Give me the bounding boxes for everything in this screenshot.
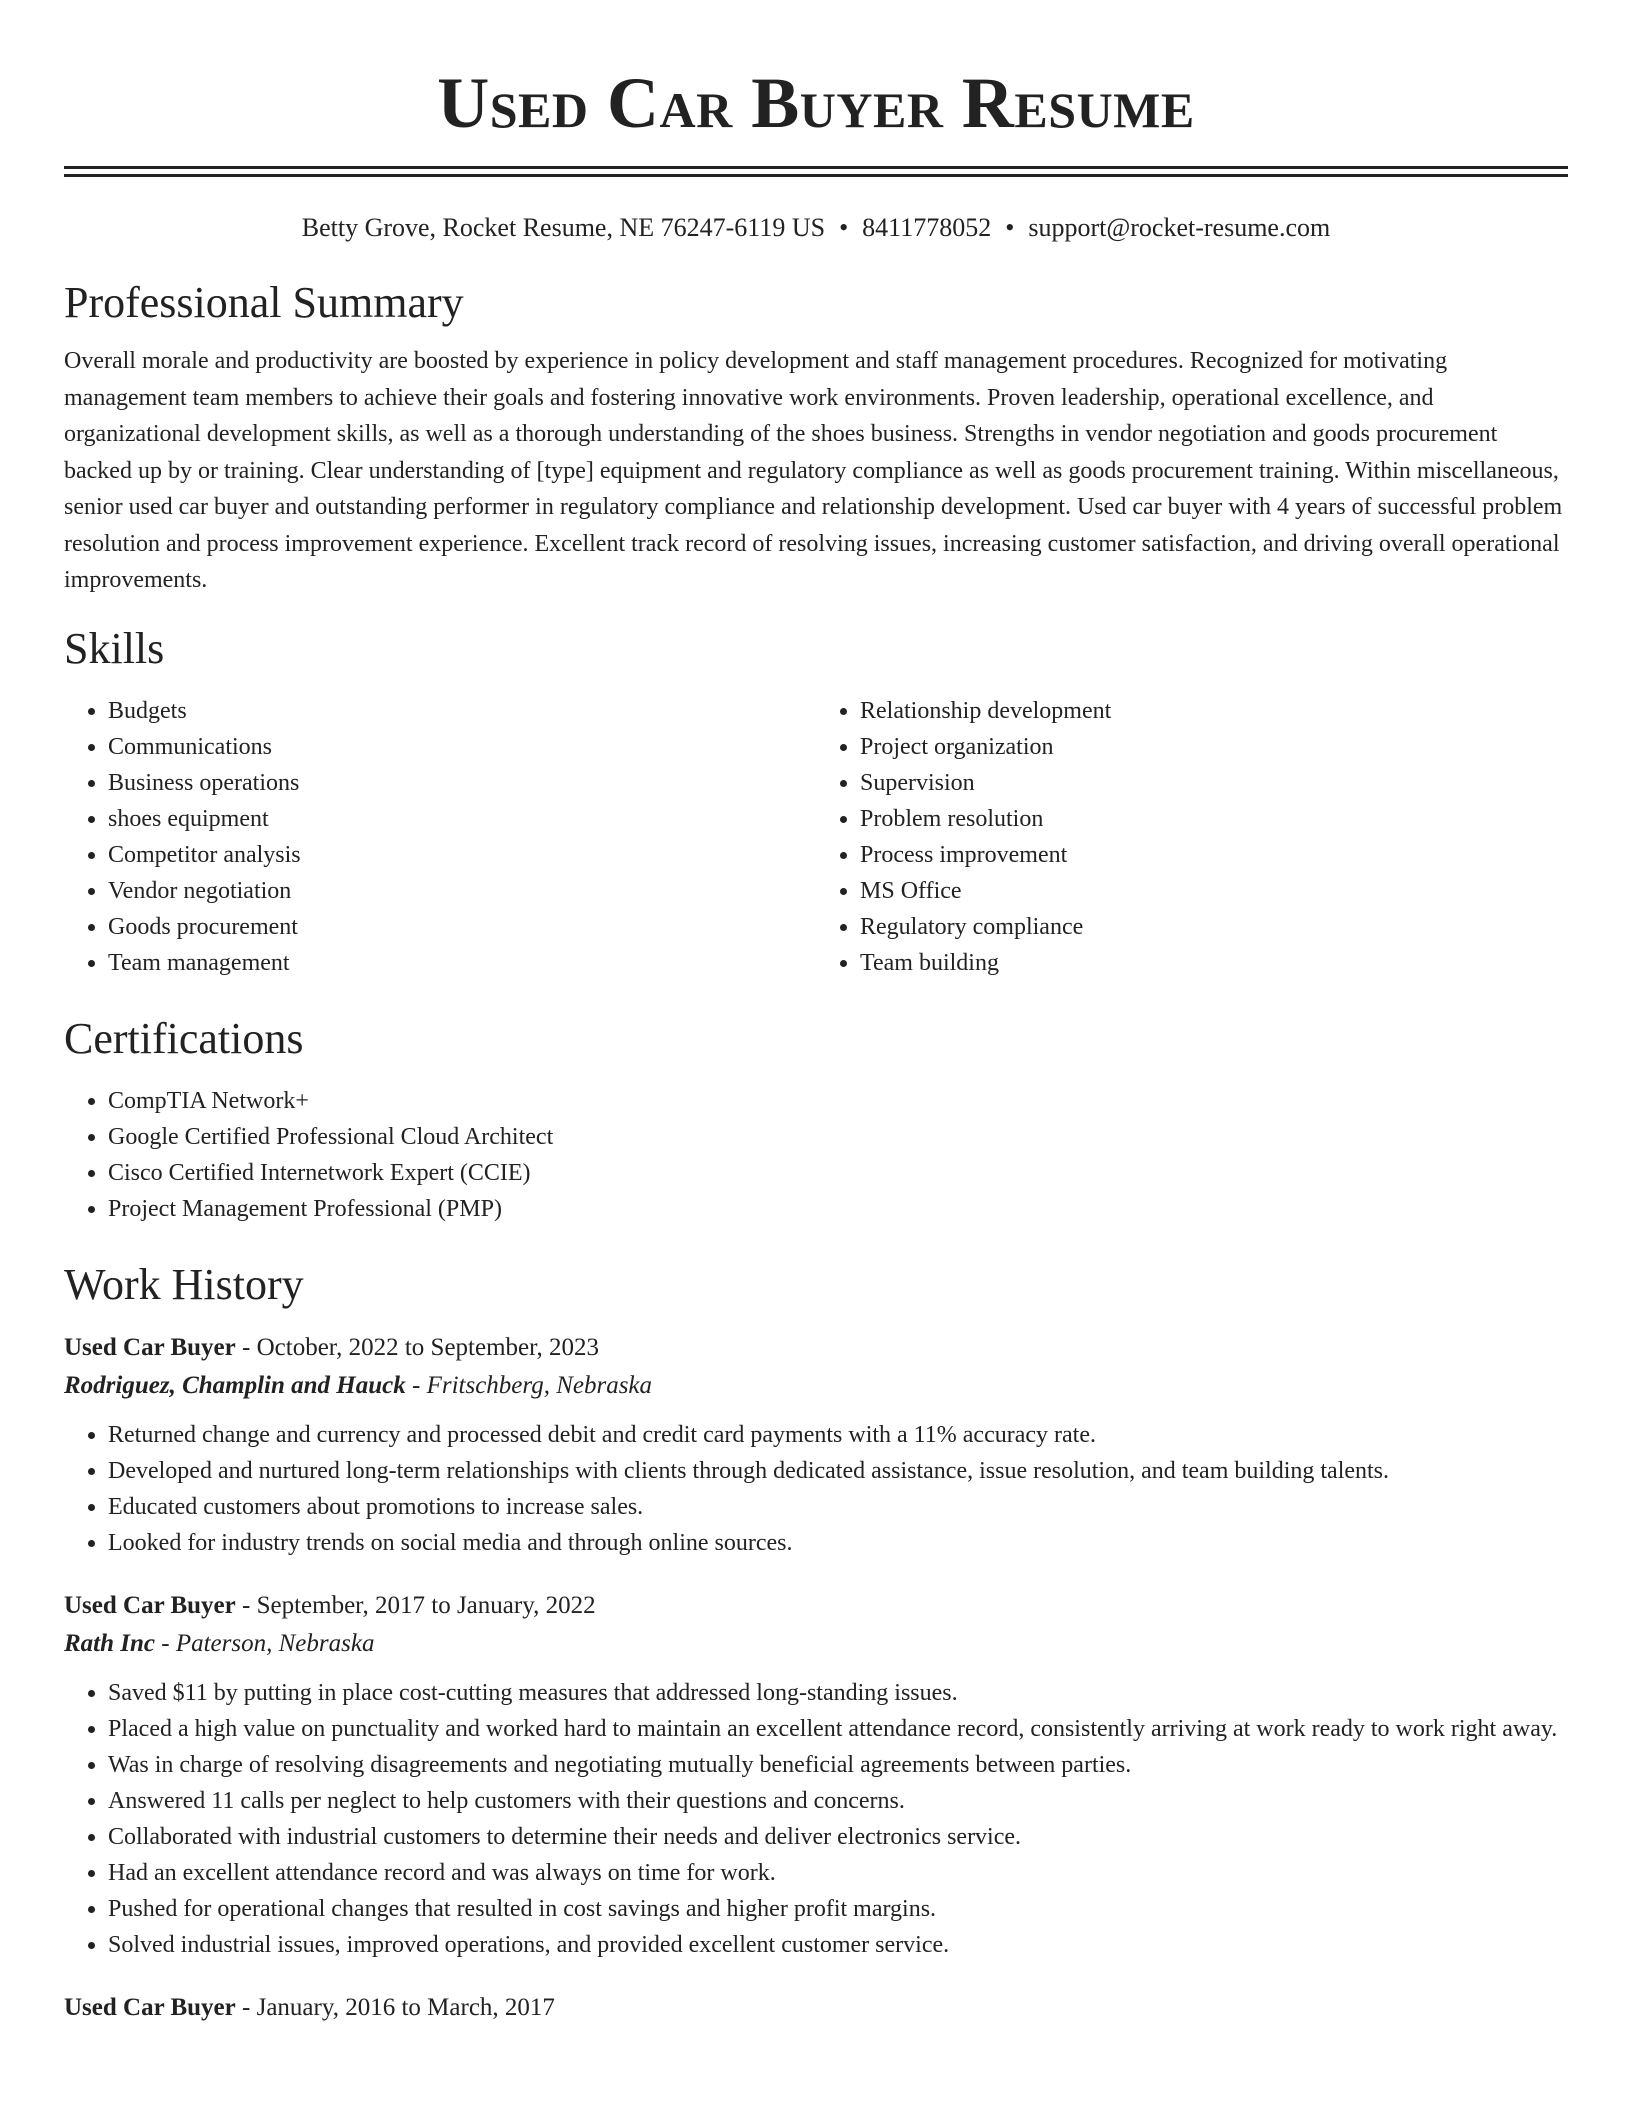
skill-item: • MS Office bbox=[860, 873, 1568, 909]
company-line: Rath Inc - Paterson, Nebraska bbox=[64, 1629, 375, 1657]
job-dates: October, 2022 to September, 2023 bbox=[256, 1333, 599, 1361]
job-title: Used Car Buyer bbox=[64, 1333, 236, 1361]
company-location: Paterson, Nebraska bbox=[175, 1629, 375, 1657]
certification-item: • Cisco Certified Internetwork Expert (CCIE) bbox=[108, 1155, 1568, 1191]
job-title: Used Car Buyer bbox=[64, 1591, 236, 1619]
certifications-list bbox=[64, 1083, 1568, 1227]
job-bullet: • Looked for industry trends on social media and through online sources. bbox=[108, 1525, 1568, 1561]
contact-separator: • bbox=[1005, 213, 1015, 242]
resume-title: Used Car Buyer Resume bbox=[437, 63, 1195, 143]
contact-separator: • bbox=[839, 213, 849, 242]
skill-item: • Problem resolution bbox=[860, 801, 1568, 837]
job-bullet: • Educated customers about promotions to increase sales. bbox=[108, 1489, 1568, 1525]
skill-item: • shoes equipment bbox=[108, 801, 816, 837]
job-title-line: Used Car Buyer - January, 2016 to March, 2017 bbox=[64, 1993, 555, 2021]
job-bullet: • Developed and nurtured long-term relationships with clients through dedicated assistance, issue resolution, and team building talents. bbox=[108, 1453, 1568, 1489]
skill-item: • Regulatory compliance bbox=[860, 909, 1568, 945]
skill-item: • Budgets bbox=[108, 693, 816, 729]
job-bullet: • Had an excellent attendance record and was always on time for work. bbox=[108, 1855, 1568, 1891]
contact-phone: 8411778052 bbox=[862, 213, 992, 242]
skill-item: • Goods procurement bbox=[108, 909, 816, 945]
skill-item: • Project organization bbox=[860, 729, 1568, 765]
skills-list-left bbox=[64, 693, 816, 981]
job-bullet: • Was in charge of resolving disagreements and negotiating mutually beneficial agreements between parties. bbox=[108, 1747, 1568, 1783]
job-bullet: • Solved industrial issues, improved operations, and provided excellent customer service. bbox=[108, 1927, 1568, 1963]
company-name: Rath Inc bbox=[64, 1629, 156, 1657]
job-title-line: Used Car Buyer - October, 2022 to September, 2023 bbox=[64, 1333, 599, 1361]
job-title-line: Used Car Buyer - September, 2017 to January, 2022 bbox=[64, 1591, 596, 1619]
work-history-heading: Work History bbox=[64, 1259, 304, 1309]
certification-item: • Project Management Professional (PMP) bbox=[108, 1191, 1568, 1227]
job-bullet-list bbox=[64, 1675, 1568, 1963]
job-entry bbox=[64, 1989, 1568, 2027]
certification-item: • CompTIA Network+ bbox=[108, 1083, 1568, 1119]
skill-item: • Vendor negotiation bbox=[108, 873, 816, 909]
skills-heading: Skills bbox=[64, 623, 165, 673]
certifications-heading: Certifications bbox=[64, 1013, 304, 1063]
job-bullet: • Collaborated with industrial customers to determine their needs and deliver electronics service. bbox=[108, 1819, 1568, 1855]
skill-item: • Communications bbox=[108, 729, 816, 765]
contact-email: support@rocket-resume.com bbox=[1028, 213, 1331, 242]
job-bullet: • Placed a high value on punctuality and worked hard to maintain an excellent attendance record, consistently arriving at work ready to work right away. bbox=[108, 1711, 1568, 1747]
job-bullet: • Answered 11 calls per neglect to help customers with their questions and concerns. bbox=[108, 1783, 1568, 1819]
job-title: Used Car Buyer bbox=[64, 1993, 236, 2021]
skills-grid bbox=[64, 693, 1568, 981]
skill-item: • Process improvement bbox=[860, 837, 1568, 873]
job-bullet: • Pushed for operational changes that resulted in cost savings and higher profit margins. bbox=[108, 1891, 1568, 1927]
summary-text: Overall morale and productivity are boosted by experience in policy development and staff management procedures. Recognized for motivating management team members to achieve their goals and fostering innovative work environments. Proven leadership, operational excellence, and organizational development skills, as well as a thorough understanding of the shoes business. Strengths in vendor negotiation and goods procurement backed up by or training. Clear understanding of [type] equipment and regulatory compliance as well as goods procurement training. Within miscellaneous, senior used car buyer and outstanding performer in regulatory compliance and relationship development. Used car buyer with 4 years of successful problem resolution and process improvement experience. Excellent track record of resolving issues, increasing customer satisfaction, and driving overall operational improvements. bbox=[64, 348, 1563, 593]
job-bullet-list bbox=[64, 1417, 1568, 1561]
company-location: Fritschberg, Nebraska bbox=[426, 1371, 653, 1399]
skill-item: • Team building bbox=[860, 945, 1568, 981]
skills-list-right bbox=[816, 693, 1568, 981]
skill-item: • Relationship development bbox=[860, 693, 1568, 729]
company-name: Rodriguez, Champlin and Hauck bbox=[64, 1371, 406, 1399]
job-dates: January, 2016 to March, 2017 bbox=[256, 1993, 555, 2021]
job-entry bbox=[64, 1329, 1568, 1561]
job-dates: September, 2017 to January, 2022 bbox=[256, 1591, 596, 1619]
skill-item: • Team management bbox=[108, 945, 816, 981]
job-bullet: • Returned change and currency and processed debit and credit card payments with a 11% accuracy rate. bbox=[108, 1417, 1568, 1453]
summary-heading: Professional Summary bbox=[64, 278, 464, 327]
skill-item: • Supervision bbox=[860, 765, 1568, 801]
title-divider bbox=[64, 166, 1568, 177]
job-bullet: • Saved $11 by putting in place cost-cutting measures that addressed long-standing issues. bbox=[108, 1675, 1568, 1711]
skill-item: • Competitor analysis bbox=[108, 837, 816, 873]
skill-item: • Business operations bbox=[108, 765, 816, 801]
certification-item: • Google Certified Professional Cloud Architect bbox=[108, 1119, 1568, 1155]
company-line: Rodriguez, Champlin and Hauck - Fritschberg, Nebraska bbox=[64, 1371, 653, 1399]
contact-line bbox=[64, 211, 1568, 245]
contact-address: Betty Grove, Rocket Resume, NE 76247-6119 US bbox=[301, 213, 826, 242]
job-entry bbox=[64, 1587, 1568, 1963]
